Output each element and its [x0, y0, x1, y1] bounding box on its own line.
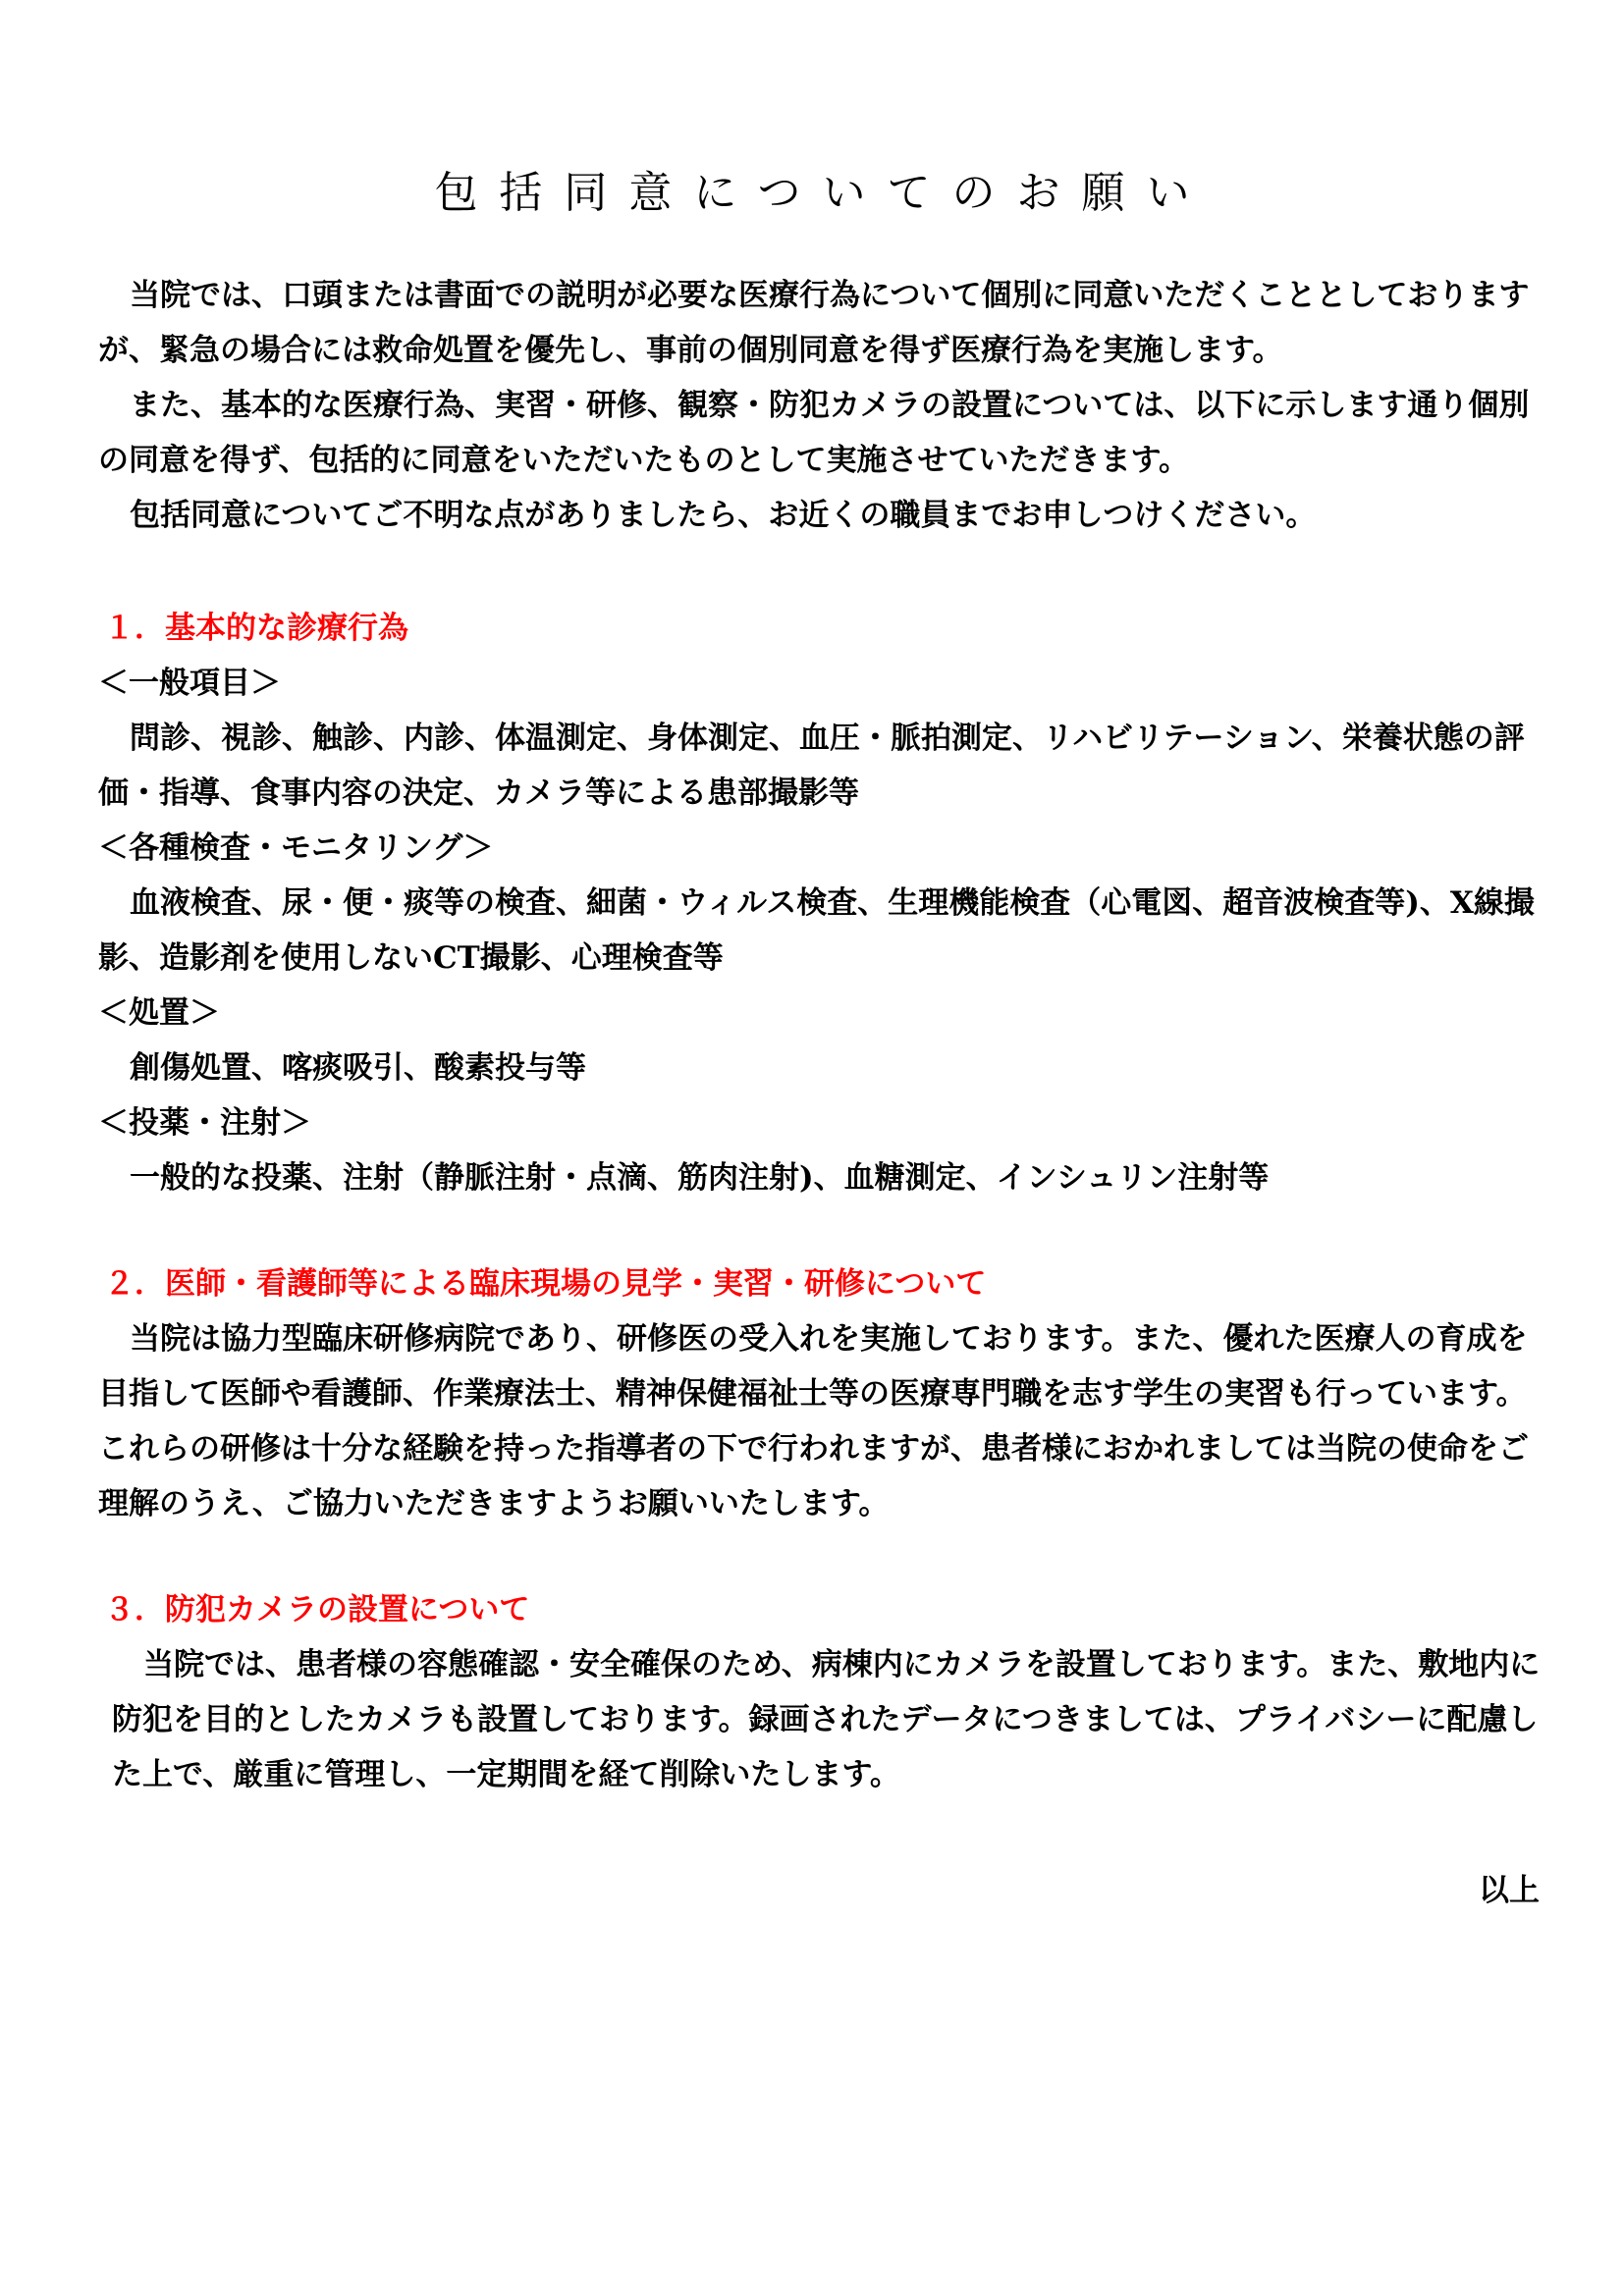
group-text-general: 問診、視診、触診、内診、体温測定、身体測定、血圧・脈拍測定、リハビリテーション、栄養状態の評価・指導、食事内容の決定、カメラ等による患部撮影等 — [98, 721, 1525, 811]
section-basic-medical-care — [98, 601, 1542, 1205]
section-2-text: 当院は協力型臨床研修病院であり、研修医の受入れを実施しております。また、優れた医療人の育成を目指して医師や看護師、作業療法士、精神保健福祉士等の医療専門職を志す学生の実習も行っています。これらの研修は十分な経験を持った指導者の下で行われますが、患者様におかれましては当院の使命をご理解のうえ、ご協力いただきますようお願いいたします。 — [98, 1321, 1529, 1522]
section-3-text: 当院では、患者様の容態確認・安全確保のため、病棟内にカメラを設置しております。また、敷地内に防犯を目的としたカメラも設置しております。録画されたデータにつきましては、プライバシーに配慮した上で、厳重に管理し、一定期間を経て削除いたします。 — [112, 1647, 1541, 1792]
group-label-treatment: ＜処置＞ — [98, 995, 220, 1031]
section-training — [98, 1256, 1542, 1531]
section-3-heading: ３．防犯カメラの設置について — [104, 1592, 530, 1628]
section-security-camera — [98, 1582, 1542, 1802]
section-2-heading: ２．医師・看護師等による臨床現場の見学・実習・研修について — [104, 1266, 987, 1302]
section-1-heading: １．基本的な診療行為 — [104, 611, 408, 646]
group-text-medication: 一般的な投薬、注射（静脈注射・点滴、筋肉注射)、血糖測定、インシュリン注射等 — [130, 1160, 1270, 1196]
intro-paragraph-2: また、基本的な医療行為、実習・研修、観察・防犯カメラの設置については、以下に示します通り個別の同意を得ず、包括的に同意をいただいたものとして実施させていただきます。 — [98, 388, 1530, 478]
group-label-general: ＜一般項目＞ — [98, 666, 281, 701]
group-text-tests: 血液検査、尿・便・痰等の検査、細菌・ウィルス検査、生理機能検査（心電図、超音波検査等)、X線撮影、造影剤を使用しないCT撮影、心理検査等 — [98, 885, 1535, 976]
intro-paragraph-1: 当院では、口頭または書面での説明が必要な医療行為について個別に同意いただくこととしておりますが、緊急の場合には救命処置を優先し、事前の個別同意を得ず医療行為を実施します。 — [98, 278, 1530, 368]
intro-section — [98, 268, 1542, 543]
group-label-tests: ＜各種検査・モニタリング＞ — [98, 830, 494, 866]
group-text-treatment: 創傷処置、喀痰吸引、酸素投与等 — [130, 1050, 586, 1086]
group-label-medication: ＜投薬・注射＞ — [98, 1105, 311, 1141]
closing-mark: 以上 — [1479, 1873, 1540, 1908]
document-title: 包括同意についてのお願い — [434, 168, 1212, 218]
intro-paragraph-3: 包括同意についてご不明な点がありましたら、お近くの職員までお申しつけください。 — [130, 498, 1317, 533]
